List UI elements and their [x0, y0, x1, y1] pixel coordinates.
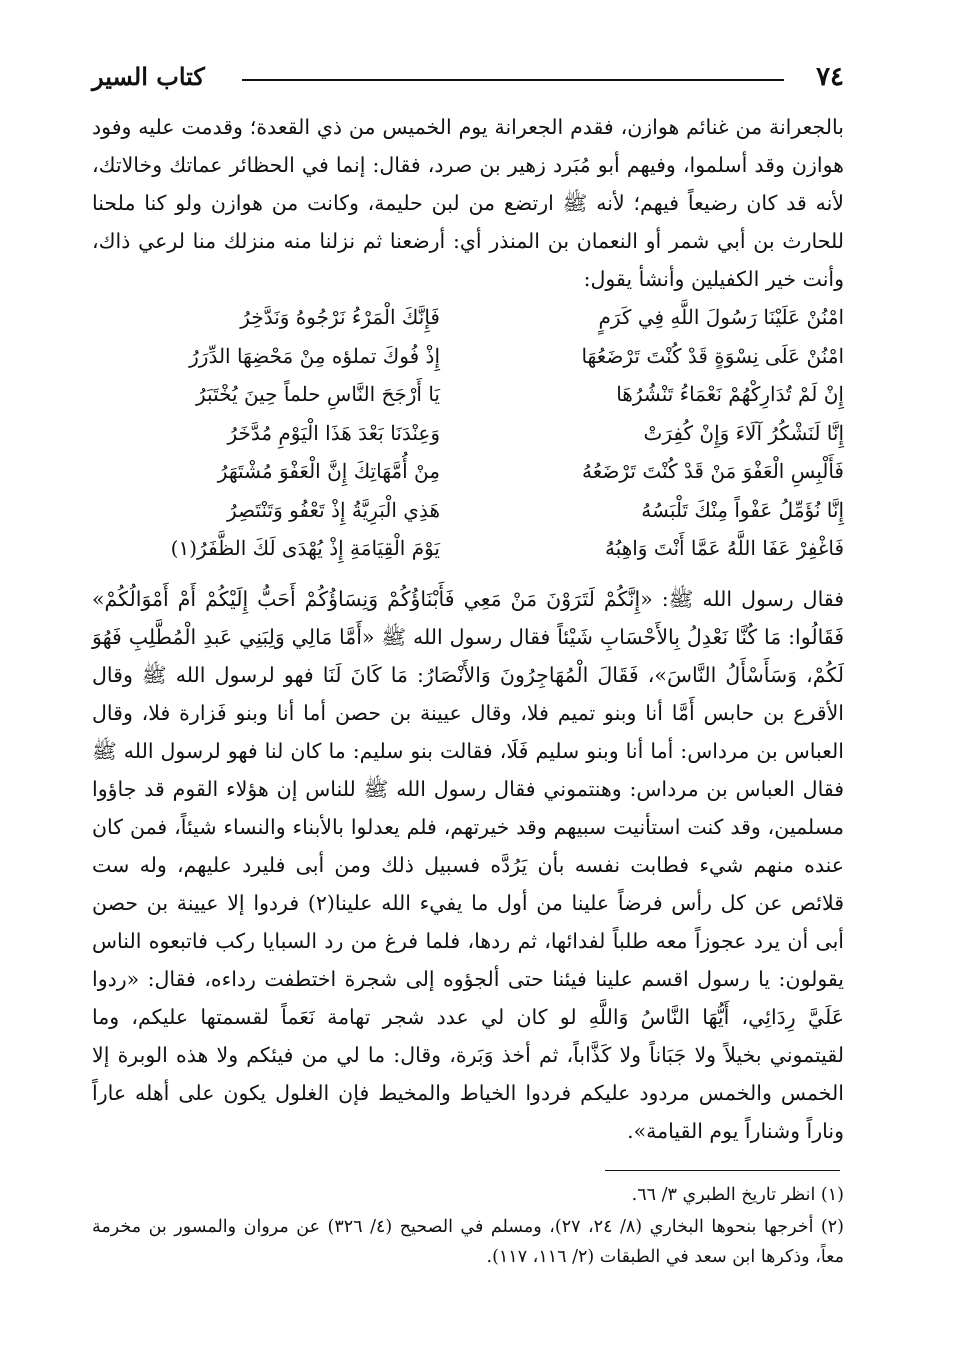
header-rule	[242, 79, 784, 81]
paragraph: بالجعرانة من غنائم هوازن، فقدم الجعرانة يوم الخميس من ذي القعدة؛ وقدمت عليه وفود هوازن وقد أسلموا، وفيهم أبو مُبَرد زهير بن صرد، فقال: إنما في الحظائر عماتك وخالاتك، لأنه قد كان رضيعاً فيهم؛ لأنه ﷺ ارتضع من لبن حليمة، وكانت من هوازن ولو كنا ملحنا للحارث بن أبي شمر أو النعمان بن المنذر أي: أرضعنا ثم نزلنا منه منزلك منا لرعي ذاك، وأنت خير الكفيلين وأنشأ يقول:	[92, 115, 844, 291]
poem-verse	[92, 382, 844, 421]
body-text-bottom	[92, 580, 844, 1150]
poem-verse	[92, 305, 844, 344]
verse-second-hemistich: يَوْمَ الْقِيَامَةِ إِذْ يُهْدَى لَكَ الظَّفَرُ(١)	[170, 536, 440, 560]
poem-verse	[92, 459, 844, 498]
body-text-top	[92, 108, 844, 298]
footnote: (٢) أخرجها بنحوها البخاري (٨/ ٢٤، ٢٧)، ومسلم في الصحيح (٤/ ٣٢٦) عن مروان والمسور بن مخرمة معاً، وذكرها ابن سعد في الطبقات (٢/ ١١٦، ١١٧).	[92, 1217, 844, 1267]
page-header	[92, 60, 844, 96]
verse-first-hemistich: إِنَّا نُؤَمِّلُ عَفْواً مِنْكَ تَلْبَسُهُ	[641, 497, 844, 522]
paragraph: فقال رسول الله ﷺ: «إِنَّكُمْ لَتَرَوْنَ مَنْ مَعِي فَأَبْنَاؤُكُمْ وَنِسَاؤُكُمْ أَحَبُّ إِلَيْكُمْ أَمْ أَمْوَالُكُمْ» فَقَالُوا: مَا كُنَّا نَعْدِلُ بِالأَحْسَابِ شَيْئاً فقال رسول الله ﷺ «أَمَّا مَالِي وَلِبَنِي عَبدِ الْمُطَّلِبِ فَهُوَ لَكُمْ، وَسَأَسْأَلُ النَّاسَ»، فَقَالَ الْمُهَاجِرُونَ وَالأَنْصَارُ: مَا كَانَ لَنَا فهو لرسول الله ﷺ وقال الأقرع بن حابس أَمَّا أنا وبنو تميم فلا، وقال عيينة بن حصن أما أنا وبنو فَزارة فلا، وقال العباس بن مرداس: أما أنا وبنو سليم فَلَا، فقالت بنو سليم: ما كان لنا فهو لرسول الله ﷺ فقال العباس بن مرداس: وهنتموني فقال رسول الله ﷺ للناس إن هؤلاء القوم قد جاؤوا مسلمين، وقد كنت استأنيت سبيهم وقد خيرتهم، فلم يعدلوا بالأبناء والنساء شيئاً، فمن كان عنده منهم شيء فطابت نفسه بأن يَرُدَّه فسبيل ذلك ومن أبى فليرد عليهم، وله ست قلائص عن كل رأس فرضاً علينا من أول ما يفيء الله علينا(٢) فردوا إلا عيينة بن حصن أبى أن يرد عجوزاً معه طلباً لفدائها، ثم ردها، فلما فرغ من رد السبايا ركب فاتبعوه الناس يقولون: يا رسول اقسم علينا فيئنا حتى ألجؤوه إلى شجرة اختطفت رداءه، فقال: «ردوا عَلَيَّ رِدَائِي، أَيُّهَا النَّاسُ وَاللَّهِ لو كان لي عدد شجر تهامة نَعَماً لقسمتها عليكم، وما لقيتموني بخيلاً ولا جَبَاناً ولا كَذَّاباً، ثم أخذ وَبَرة، وقال: ما لي من فيئكم ولا هذه الوبرة إلا الخمس والخمس مردود عليكم فردوا الخياط والمخيط فإن الغلول يكون على أهله عاراً وناراً وشناراً يوم القيامة».	[92, 587, 844, 1143]
verse-first-hemistich: امْنُنْ عَلَى نِسْوَةٍ قَدْ كُنْتَ تَرْضَعُهَا	[581, 343, 844, 368]
poem-verse	[92, 536, 844, 575]
footnote: (١) انظر تاريخ الطبري ٣/ ٦٦.	[631, 1185, 844, 1205]
verse-first-hemistich: فَاغْفِرْ عَفَا اللَّهُ عَمَّا أَنْتَ وَاهِبُهُ	[604, 536, 844, 560]
verse-first-hemistich: إِنَّا لَنَشْكُرُ آلَاءَ وَإِنْ كُفِرَتْ	[643, 420, 844, 445]
footnotes	[92, 1180, 844, 1272]
verse-second-hemistich: مِنْ أُمَّهَاتِكَ إِنَّ الْعَفْوَ مُشْتَهَرُ	[217, 459, 440, 483]
verse-second-hemistich: وَعِنْدَنَا بَعْدَ هَذَا الْيَوْمِ مُدَّخَرُ	[227, 420, 440, 445]
verse-second-hemistich: يَا أَرْجَحَ النَّاسِ حلماً حِينَ يُخْتَبَرُ	[196, 382, 440, 406]
verse-second-hemistich: فَإِنَّكَ الْمَرْءُ نَرْجُوهُ وَنَدَّخِرُ	[240, 305, 440, 329]
book-title: كتاب السير	[92, 62, 205, 91]
verse-first-hemistich: فَأَلْبِسِ الْعَفْوَ مَنْ قَدْ كُنْتَ تَرْضَعُهُ	[582, 459, 844, 483]
poem-verse	[92, 421, 844, 460]
verse-second-hemistich: هَذِي الْبَرِيَّةُ إِذْ تَعْفُو وَتَنْتَصِرُ	[227, 497, 440, 522]
poem-verse	[92, 498, 844, 537]
verse-first-hemistich: امْنُنْ عَلَيْنَا رَسُولَ اللَّهِ فِي كَرَمٍ	[598, 305, 844, 329]
footnote-rule	[605, 1170, 840, 1171]
poem	[92, 305, 844, 575]
verse-second-hemistich: إِذْ فُوكَ تملؤه مِنْ مَحْضِهَا الدِّرَرُ	[189, 343, 440, 368]
page-number: ٧٤	[816, 62, 844, 92]
poem-verse	[92, 344, 844, 383]
verse-first-hemistich: إِنْ لَمْ تُدَارِكْهُمْ نَعْمَاءُ تَنْشُرُهَا	[616, 382, 844, 406]
